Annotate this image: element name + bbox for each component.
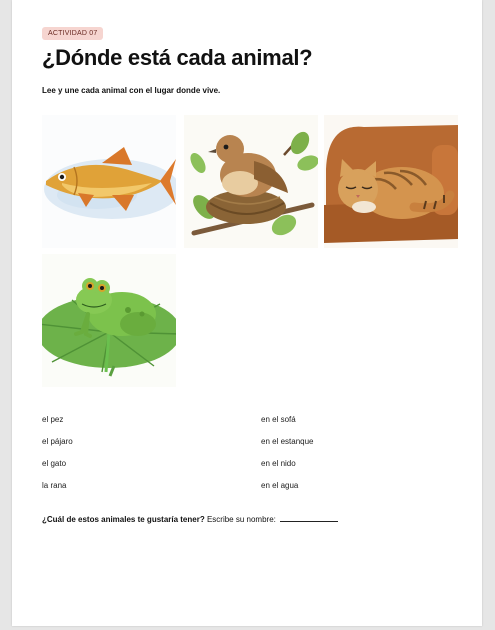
instruction-text: Lee y une cada animal con el lugar donde vive. (42, 86, 221, 95)
cat-icon (324, 115, 458, 248)
bird-icon (184, 115, 318, 248)
answer-blank-line[interactable] (280, 514, 338, 522)
animal-item[interactable]: la rana (42, 481, 67, 490)
animal-item[interactable]: el gato (42, 459, 67, 468)
question-bold-text: ¿Cuál de estos animales te gustaría tener? (42, 515, 205, 524)
cat-image (324, 115, 458, 248)
worksheet-page (12, 0, 482, 626)
page-title: ¿Dónde está cada animal? (42, 45, 313, 70)
animal-item[interactable]: el pez (42, 415, 64, 424)
frog-icon (42, 254, 176, 387)
animal-item[interactable]: el pájaro (42, 437, 73, 446)
frog-image (42, 254, 176, 387)
place-item[interactable]: en el agua (261, 481, 299, 490)
fish-image (42, 115, 176, 248)
closing-question (42, 514, 338, 524)
fish-icon (42, 115, 176, 248)
place-item[interactable]: en el sofá (261, 415, 296, 424)
question-prompt-text: Escribe su nombre: (206, 515, 276, 524)
bird-image (184, 115, 318, 248)
activity-badge: ACTIVIDAD 07 (42, 27, 103, 40)
place-item[interactable]: en el estanque (261, 437, 314, 446)
place-item[interactable]: en el nido (261, 459, 296, 468)
